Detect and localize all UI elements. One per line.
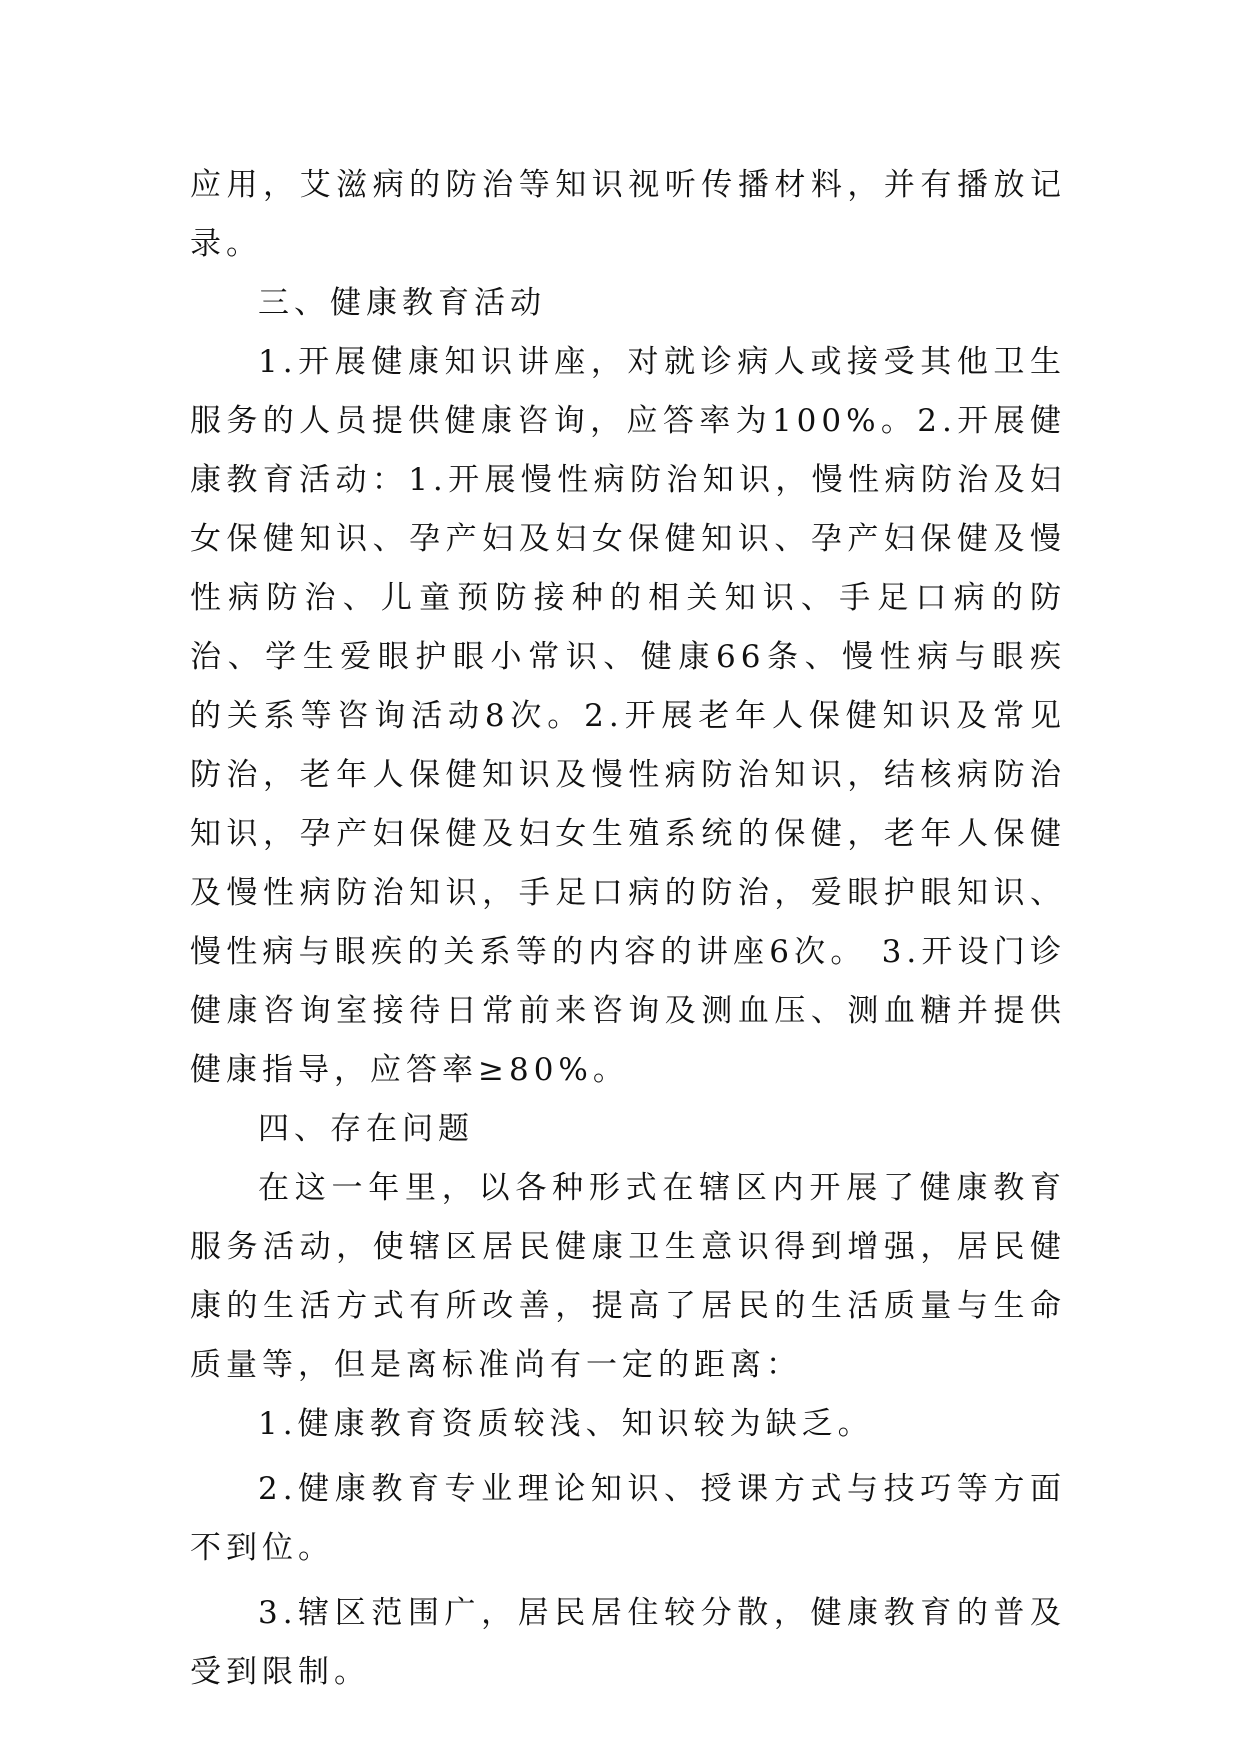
paragraph-continuation: 应用，艾滋病的防治等知识视听传播材料，并有播放记录。 [190, 167, 1066, 262]
problem-item-3: 3.辖区范围广，居民居住较分散，健康教育的普及受到限制。 [190, 1595, 1066, 1690]
problem-item-1: 1.健康教育资质较浅、知识较为缺乏。 [258, 1406, 874, 1442]
document-body [190, 156, 1066, 1702]
paragraph-activities-details: 1.开展健康知识讲座，对就诊病人或接受其他卫生服务的人员提供健康咨询，应答率为100%。2.开展健康教育活动：1.开展慢性病防治知识，慢性病防治及妇女保健知识、孕产妇及妇女保健知识、孕产妇保健及慢性病防治、儿童预防接种的相关知识、手足口病的防治、学生爱眼护眼小常识、健康66条、慢性病与眼疾的关系等咨询活动8次。2.开展老年人保健知识及常见防治，老年人保健知识及慢性病防治知识，结核病防治知识，孕产妇保健及妇女生殖系统的保健，老年人保健及慢性病防治知识，手足口病的防治，爱眼护眼知识、慢性病与眼疾的关系等的内容的讲座6次。 3.开设门诊健康咨询室接待日常前来咨询及测血压、测血糖并提供健康指导，应答率≥80%。 [190, 344, 1066, 1088]
problem-item-2: 2.健康教育专业理论知识、授课方式与技巧等方面不到位。 [190, 1471, 1066, 1566]
section-heading-health-education-activities: 三、健康教育活动 [258, 285, 546, 321]
section-heading-existing-problems: 四、存在问题 [258, 1111, 474, 1147]
paragraph-problems-summary: 在这一年里，以各种形式在辖区内开展了健康教育服务活动，使辖区居民健康卫生意识得到增强，居民健康的生活方式有所改善，提高了居民的生活质量与生命质量等，但是离标准尚有一定的距离： [190, 1170, 1066, 1383]
